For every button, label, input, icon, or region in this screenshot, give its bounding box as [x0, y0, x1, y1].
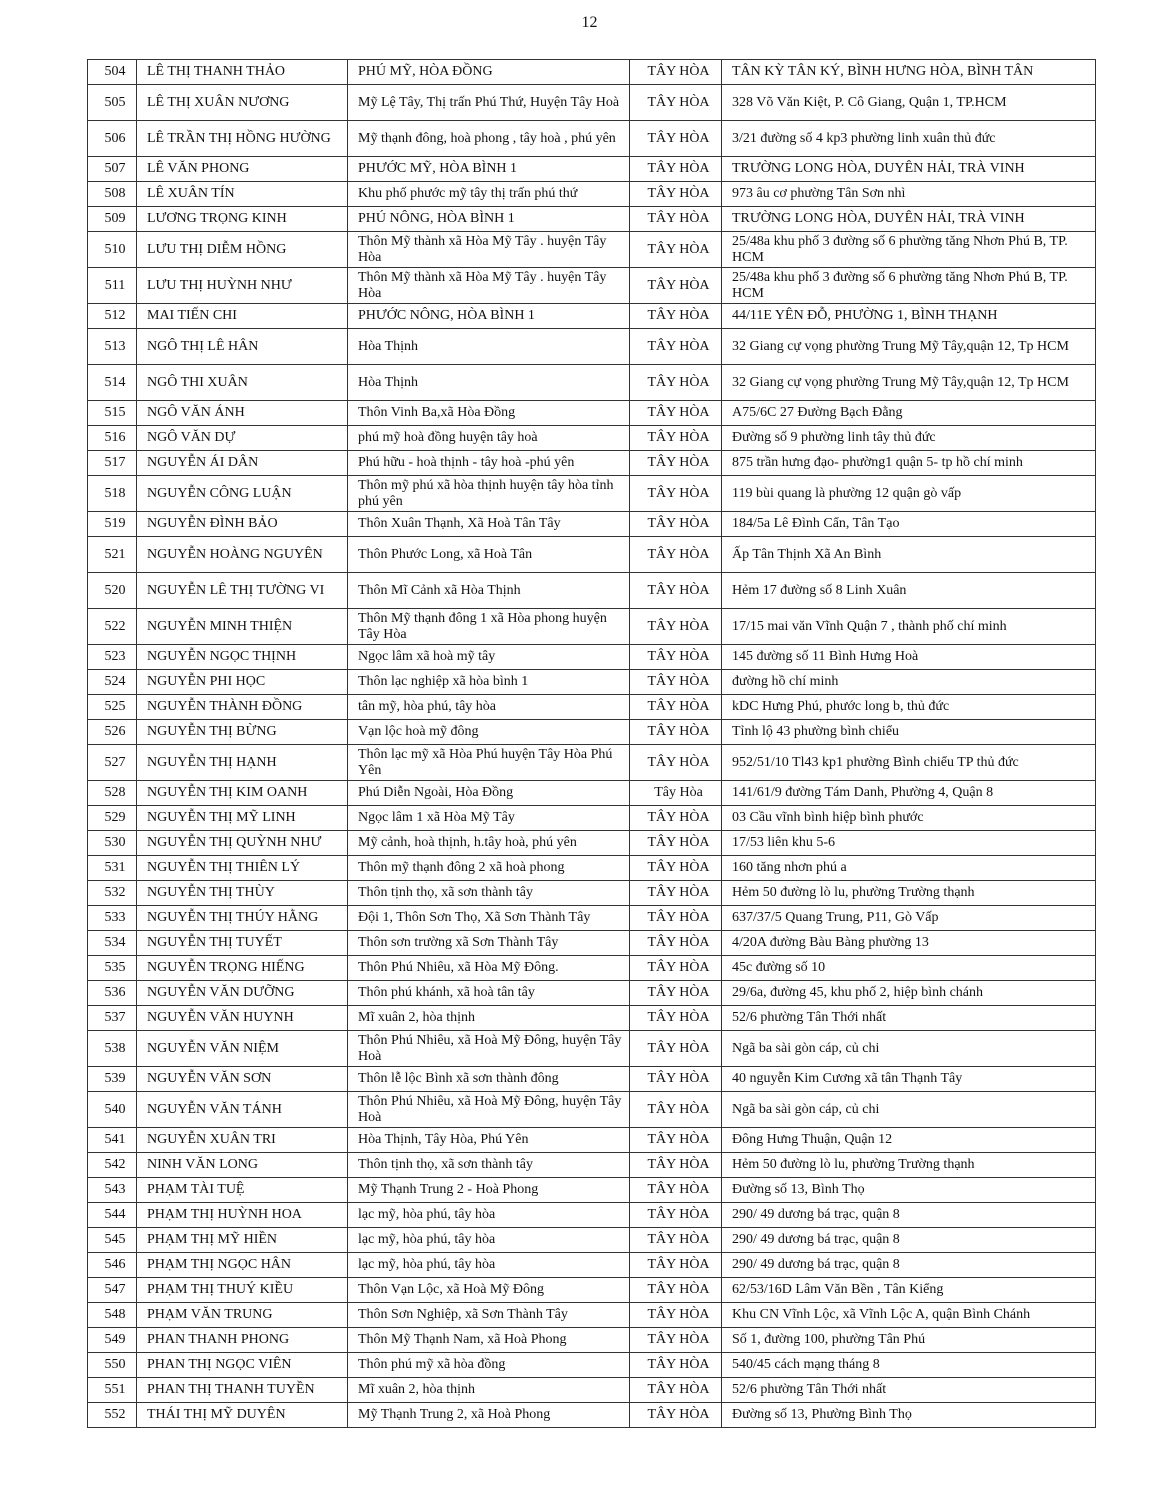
cell-district: TÂY HÒA — [630, 1128, 722, 1153]
cell-hometown: Mỹ thạnh đông, hoà phong , tây hoà , phú yên — [348, 121, 630, 157]
cell-name: NGUYỄN MINH THIỆN — [137, 609, 348, 645]
cell-hometown: Thôn Vạn Lộc, xã Hoà Mỹ Đông — [348, 1278, 630, 1303]
cell-hometown: Thôn Phú Nhiêu, xã Hòa Mỹ Đông. — [348, 956, 630, 981]
table-row — [88, 881, 1096, 906]
cell-district: TÂY HÒA — [630, 537, 722, 573]
cell-district: TÂY HÒA — [630, 1378, 722, 1403]
cell-district: TÂY HÒA — [630, 1278, 722, 1303]
cell-address: 637/37/5 Quang Trung, P11, Gò Vấp — [722, 906, 1096, 931]
table-row — [88, 60, 1096, 85]
cell-number: 524 — [88, 670, 137, 695]
page-number: 12 — [581, 14, 598, 31]
cell-hometown: Thôn lạc nghiệp xã hòa bình 1 — [348, 670, 630, 695]
table-row — [88, 1092, 1096, 1128]
cell-name: NGUYỄN VĂN SƠN — [137, 1067, 348, 1092]
cell-district: TÂY HÒA — [630, 1203, 722, 1228]
cell-district: TÂY HÒA — [630, 981, 722, 1006]
table-row — [88, 1128, 1096, 1153]
cell-name: NGUYỄN LÊ THỊ TƯỜNG VI — [137, 573, 348, 609]
cell-hometown: Mỹ Lệ Tây, Thị trấn Phú Thứ, Huyện Tây Hoà — [348, 85, 630, 121]
cell-district: TÂY HÒA — [630, 1178, 722, 1203]
cell-hometown: Mĩ xuân 2, hòa thịnh — [348, 1006, 630, 1031]
cell-district: TÂY HÒA — [630, 1253, 722, 1278]
cell-name: PHAN THỊ THANH TUYỀN — [137, 1378, 348, 1403]
cell-name: LƯU THỊ HUỲNH NHƯ — [137, 268, 348, 304]
cell-address: Ngã ba sài gòn cáp, củ chi — [722, 1092, 1096, 1128]
table-row — [88, 1278, 1096, 1303]
cell-name: LÊ VĂN PHONG — [137, 157, 348, 182]
cell-address: Ấp Tân Thịnh Xã An Bình — [722, 537, 1096, 573]
cell-name: NGUYỄN THỊ QUỲNH NHƯ — [137, 831, 348, 856]
cell-hometown: Thôn Vinh Ba,xã Hòa Đồng — [348, 401, 630, 426]
cell-address: 973 âu cơ phường Tân Sơn nhì — [722, 182, 1096, 207]
cell-hometown: Hòa Thịnh, Tây Hòa, Phú Yên — [348, 1128, 630, 1153]
cell-hometown: Mĩ xuân 2, hòa thịnh — [348, 1378, 630, 1403]
table-row — [88, 182, 1096, 207]
cell-hometown: Vạn lộc hoà mỹ đông — [348, 720, 630, 745]
cell-name: NGUYỄN THỊ KIM OANH — [137, 781, 348, 806]
table-row — [88, 806, 1096, 831]
table-row — [88, 157, 1096, 182]
cell-name: NINH VĂN LONG — [137, 1153, 348, 1178]
cell-hometown: Thôn Phú Nhiêu, xã Hoà Mỹ Đông, huyện Tây Hoà — [348, 1031, 630, 1067]
cell-district: TÂY HÒA — [630, 1092, 722, 1128]
cell-name: NGUYỄN CÔNG LUẬN — [137, 476, 348, 512]
table-row — [88, 931, 1096, 956]
cell-name: NGÔ THI XUÂN — [137, 365, 348, 401]
cell-number: 512 — [88, 304, 137, 329]
table-row — [88, 720, 1096, 745]
cell-number: 515 — [88, 401, 137, 426]
cell-number: 531 — [88, 856, 137, 881]
cell-number: 506 — [88, 121, 137, 157]
cell-district: TÂY HÒA — [630, 207, 722, 232]
cell-name: NGUYỄN XUÂN TRI — [137, 1128, 348, 1153]
cell-name: LÊ THỊ XUÂN NƯƠNG — [137, 85, 348, 121]
cell-hometown: PHÚ NÔNG, HÒA BÌNH 1 — [348, 207, 630, 232]
cell-name: NGUYỄN VĂN DƯỠNG — [137, 981, 348, 1006]
cell-address: 25/48a khu phố 3 đường số 6 phường tăng Nhơn Phú B, TP. HCM — [722, 268, 1096, 304]
cell-number: 544 — [88, 1203, 137, 1228]
cell-district: TÂY HÒA — [630, 304, 722, 329]
cell-name: PHẠM THỊ MỸ HIỀN — [137, 1228, 348, 1253]
cell-address: 290/ 49 dương bá trạc, quận 8 — [722, 1253, 1096, 1278]
cell-number: 543 — [88, 1178, 137, 1203]
cell-hometown: Thôn tịnh thọ, xã sơn thành tây — [348, 1153, 630, 1178]
cell-hometown: Thôn Mỹ thành xã Hòa Mỹ Tây . huyện Tây Hòa — [348, 232, 630, 268]
cell-name: NGUYỄN TRỌNG HIẾNG — [137, 956, 348, 981]
cell-district: TÂY HÒA — [630, 881, 722, 906]
cell-name: NGUYỄN HOÀNG NGUYÊN — [137, 537, 348, 573]
cell-address: 145 đường số 11 Bình Hưng Hoà — [722, 645, 1096, 670]
cell-name: LÊ TRẦN THỊ HỒNG HƯỜNG — [137, 121, 348, 157]
table-row — [88, 1378, 1096, 1403]
cell-district: TÂY HÒA — [630, 806, 722, 831]
cell-address: 875 trần hưng đạo- phường1 quận 5- tp hồ chí minh — [722, 451, 1096, 476]
table-row — [88, 1228, 1096, 1253]
cell-address: 44/11E YÊN ĐỖ, PHƯỜNG 1, BÌNH THẠNH — [722, 304, 1096, 329]
cell-address: 17/15 mai văn Vĩnh Quận 7 , thành phố chí minh — [722, 609, 1096, 645]
table-row — [88, 232, 1096, 268]
cell-number: 530 — [88, 831, 137, 856]
cell-name: MAI TIẾN CHI — [137, 304, 348, 329]
cell-name: NGUYỄN THỊ THÙY — [137, 881, 348, 906]
cell-address: 40 nguyễn Kim Cương xã tân Thạnh Tây — [722, 1067, 1096, 1092]
cell-address: Ngã ba sài gòn cáp, củ chi — [722, 1031, 1096, 1067]
cell-address: Hẻm 17 đường số 8 Linh Xuân — [722, 573, 1096, 609]
table-row — [88, 1328, 1096, 1353]
cell-number: 546 — [88, 1253, 137, 1278]
cell-number: 519 — [88, 512, 137, 537]
cell-district: TÂY HÒA — [630, 931, 722, 956]
cell-number: 510 — [88, 232, 137, 268]
cell-district: TÂY HÒA — [630, 157, 722, 182]
table-row — [88, 1403, 1096, 1428]
table-row — [88, 609, 1096, 645]
cell-address: Đường số 13, Bình Thọ — [722, 1178, 1096, 1203]
cell-name: NGUYỄN THỊ MỸ LINH — [137, 806, 348, 831]
cell-district: TÂY HÒA — [630, 1353, 722, 1378]
table-row — [88, 476, 1096, 512]
cell-address: A75/6C 27 Đường Bạch Đằng — [722, 401, 1096, 426]
cell-address: Đông Hưng Thuận, Quận 12 — [722, 1128, 1096, 1153]
cell-hometown: Thôn sơn trường xã Sơn Thành Tây — [348, 931, 630, 956]
cell-number: 509 — [88, 207, 137, 232]
cell-district: TÂY HÒA — [630, 401, 722, 426]
cell-district: TÂY HÒA — [630, 856, 722, 881]
cell-hometown: Thôn Phước Long, xã Hoà Tân — [348, 537, 630, 573]
cell-address: 141/61/9 đường Tám Danh, Phường 4, Quận 8 — [722, 781, 1096, 806]
cell-address: 160 tăng nhơn phú a — [722, 856, 1096, 881]
table-row — [88, 906, 1096, 931]
cell-district: TÂY HÒA — [630, 451, 722, 476]
cell-number: 551 — [88, 1378, 137, 1403]
cell-district: TÂY HÒA — [630, 745, 722, 781]
cell-number: 504 — [88, 60, 137, 85]
cell-number: 517 — [88, 451, 137, 476]
cell-hometown: phú mỹ hoà đồng huyện tây hoà — [348, 426, 630, 451]
cell-district: TÂY HÒA — [630, 1153, 722, 1178]
cell-district: TÂY HÒA — [630, 670, 722, 695]
cell-number: 542 — [88, 1153, 137, 1178]
table-row — [88, 512, 1096, 537]
cell-address: 328 Võ Văn Kiệt, P. Cô Giang, Quận 1, TP.HCM — [722, 85, 1096, 121]
cell-hometown: Thôn phú khánh, xã hoà tân tây — [348, 981, 630, 1006]
cell-district: TÂY HÒA — [630, 831, 722, 856]
cell-hometown: Mỹ Thạnh Trung 2, xã Hoà Phong — [348, 1403, 630, 1428]
cell-number: 540 — [88, 1092, 137, 1128]
cell-hometown: Phú hữu - hoà thịnh - tây hoà -phú yên — [348, 451, 630, 476]
cell-hometown: Đội 1, Thôn Sơn Thọ, Xã Sơn Thành Tây — [348, 906, 630, 931]
cell-number: 522 — [88, 609, 137, 645]
cell-name: NGÔ VĂN ÁNH — [137, 401, 348, 426]
table-row — [88, 745, 1096, 781]
cell-number: 538 — [88, 1031, 137, 1067]
cell-name: NGUYỄN THÀNH ĐỒNG — [137, 695, 348, 720]
cell-hometown: PHƯỚC NÔNG, HÒA BÌNH 1 — [348, 304, 630, 329]
cell-district: TÂY HÒA — [630, 232, 722, 268]
cell-name: PHẠM THỊ THUÝ KIỀU — [137, 1278, 348, 1303]
cell-hometown: Thôn mỹ phú xã hòa thịnh huyện tây hòa tỉnh phú yên — [348, 476, 630, 512]
cell-number: 532 — [88, 881, 137, 906]
cell-number: 525 — [88, 695, 137, 720]
cell-hometown: lạc mỹ, hòa phú, tây hòa — [348, 1228, 630, 1253]
cell-number: 505 — [88, 85, 137, 121]
cell-number: 539 — [88, 1067, 137, 1092]
cell-address: 52/6 phường Tân Thới nhất — [722, 1378, 1096, 1403]
cell-hometown: Hòa Thịnh — [348, 329, 630, 365]
cell-name: LƯU THỊ DIỄM HỒNG — [137, 232, 348, 268]
cell-district: TÂY HÒA — [630, 182, 722, 207]
cell-address: 03 Cầu vĩnh bình hiệp bình phước — [722, 806, 1096, 831]
cell-number: 535 — [88, 956, 137, 981]
cell-address: đường hồ chí minh — [722, 670, 1096, 695]
table-row — [88, 670, 1096, 695]
cell-number: 536 — [88, 981, 137, 1006]
cell-name: NGUYỄN NGỌC THỊNH — [137, 645, 348, 670]
cell-district: TÂY HÒA — [630, 121, 722, 157]
cell-address: 32 Giang cự vọng phường Trung Mỹ Tây,quận 12, Tp HCM — [722, 365, 1096, 401]
cell-hometown: Thôn Mỹ Thạnh Nam, xã Hoà Phong — [348, 1328, 630, 1353]
cell-name: NGUYỄN THỊ BỪNG — [137, 720, 348, 745]
cell-address: TRƯỜNG LONG HÒA, DUYÊN HẢI, TRÀ VINH — [722, 207, 1096, 232]
cell-district: TÂY HÒA — [630, 268, 722, 304]
cell-name: NGUYỄN THỊ THIÊN LÝ — [137, 856, 348, 881]
cell-name: NGUYỄN VĂN HUYNH — [137, 1006, 348, 1031]
cell-name: PHAN THỊ NGỌC VIÊN — [137, 1353, 348, 1378]
table-row — [88, 956, 1096, 981]
cell-number: 521 — [88, 537, 137, 573]
cell-district: TÂY HÒA — [630, 426, 722, 451]
cell-name: LÊ XUÂN TÍN — [137, 182, 348, 207]
cell-number: 545 — [88, 1228, 137, 1253]
cell-district: TÂY HÒA — [630, 365, 722, 401]
table-row — [88, 1178, 1096, 1203]
table-row — [88, 695, 1096, 720]
table-row — [88, 1006, 1096, 1031]
table-row — [88, 856, 1096, 881]
cell-name: NGUYỄN ÁI DÂN — [137, 451, 348, 476]
cell-hometown: Phú Diễn Ngoài, Hòa Đồng — [348, 781, 630, 806]
cell-number: 534 — [88, 931, 137, 956]
cell-district: TÂY HÒA — [630, 695, 722, 720]
cell-address: 4/20A đường Bàu Bàng phường 13 — [722, 931, 1096, 956]
table-row — [88, 831, 1096, 856]
cell-address: 62/53/16D Lâm Văn Bền , Tân Kiểng — [722, 1278, 1096, 1303]
cell-hometown: Thôn Mỹ thạnh đông 1 xã Hòa phong huyện Tây Hòa — [348, 609, 630, 645]
roster-body — [88, 60, 1096, 1428]
table-row — [88, 121, 1096, 157]
table-row — [88, 1353, 1096, 1378]
cell-hometown: Thôn mỹ thạnh đông 2 xã hoà phong — [348, 856, 630, 881]
cell-hometown: lạc mỹ, hòa phú, tây hòa — [348, 1203, 630, 1228]
cell-district: TÂY HÒA — [630, 1006, 722, 1031]
cell-address: TRƯỜNG LONG HÒA, DUYÊN HẢI, TRÀ VINH — [722, 157, 1096, 182]
cell-address: 540/45 cách mạng tháng 8 — [722, 1353, 1096, 1378]
cell-name: PHẠM TÀI TUỆ — [137, 1178, 348, 1203]
cell-address: Tỉnh lộ 43 phường bình chiểu — [722, 720, 1096, 745]
cell-hometown: Thôn Mĩ Cảnh xã Hòa Thịnh — [348, 573, 630, 609]
cell-hometown: Hòa Thịnh — [348, 365, 630, 401]
cell-district: TÂY HÒA — [630, 1031, 722, 1067]
cell-district: TÂY HÒA — [630, 645, 722, 670]
cell-address: 3/21 đường số 4 kp3 phường linh xuân thủ đức — [722, 121, 1096, 157]
cell-address: Đường số 13, Phường Bình Thọ — [722, 1403, 1096, 1428]
cell-address: 17/53 liên khu 5-6 — [722, 831, 1096, 856]
cell-district: TÂY HÒA — [630, 1303, 722, 1328]
cell-number: 552 — [88, 1403, 137, 1428]
cell-address: 290/ 49 dương bá trạc, quận 8 — [722, 1228, 1096, 1253]
cell-hometown: Khu phố phước mỹ tây thị trấn phú thứ — [348, 182, 630, 207]
cell-name: NGÔ THỊ LÊ HÂN — [137, 329, 348, 365]
cell-district: TÂY HÒA — [630, 512, 722, 537]
cell-name: LƯƠNG TRỌNG KINH — [137, 207, 348, 232]
table-row — [88, 1031, 1096, 1067]
cell-district: TÂY HÒA — [630, 1328, 722, 1353]
cell-address: kDC Hưng Phú, phước long b, thủ đức — [722, 695, 1096, 720]
cell-number: 514 — [88, 365, 137, 401]
table-row — [88, 451, 1096, 476]
cell-name: NGUYỄN VĂN NIỆM — [137, 1031, 348, 1067]
cell-hometown: Ngọc lâm 1 xã Hòa Mỹ Tây — [348, 806, 630, 831]
table-row — [88, 781, 1096, 806]
roster-table — [87, 59, 1096, 1428]
cell-number: 548 — [88, 1303, 137, 1328]
cell-address: 32 Giang cự vọng phường Trung Mỹ Tây,quận 12, Tp HCM — [722, 329, 1096, 365]
cell-number: 526 — [88, 720, 137, 745]
cell-hometown: Thôn phú mỹ xã hòa đồng — [348, 1353, 630, 1378]
cell-number: 547 — [88, 1278, 137, 1303]
table-row — [88, 1303, 1096, 1328]
table-row — [88, 645, 1096, 670]
cell-number: 513 — [88, 329, 137, 365]
cell-hometown: Mỹ Thạnh Trung 2 - Hoà Phong — [348, 1178, 630, 1203]
cell-name: NGUYỄN PHI HỌC — [137, 670, 348, 695]
cell-name: PHẠM THỊ NGỌC HÂN — [137, 1253, 348, 1278]
cell-number: 527 — [88, 745, 137, 781]
cell-address: 290/ 49 dương bá trạc, quận 8 — [722, 1203, 1096, 1228]
cell-name: PHẠM VĂN TRUNG — [137, 1303, 348, 1328]
cell-address: Khu CN Vĩnh Lộc, xã Vĩnh Lộc A, quận Bình Chánh — [722, 1303, 1096, 1328]
cell-district: TÂY HÒA — [630, 85, 722, 121]
cell-hometown: Mỹ cảnh, hoà thịnh, h.tây hoà, phú yên — [348, 831, 630, 856]
cell-hometown: Thôn Mỹ thành xã Hòa Mỹ Tây . huyện Tây Hòa — [348, 268, 630, 304]
cell-address: 952/51/10 Tl43 kp1 phường Bình chiểu TP thủ đức — [722, 745, 1096, 781]
cell-address: 184/5a Lê Đình Cẩn, Tân Tạo — [722, 512, 1096, 537]
cell-name: PHẠM THỊ HUỲNH HOA — [137, 1203, 348, 1228]
cell-name: NGUYỄN ĐÌNH BẢO — [137, 512, 348, 537]
cell-district: TÂY HÒA — [630, 956, 722, 981]
cell-district: TÂY HÒA — [630, 573, 722, 609]
cell-name: NGUYỄN VĂN TÁNH — [137, 1092, 348, 1128]
cell-number: 511 — [88, 268, 137, 304]
cell-hometown: PHƯỚC MỸ, HÒA BÌNH 1 — [348, 157, 630, 182]
cell-name: PHAN THANH PHONG — [137, 1328, 348, 1353]
cell-hometown: Thôn Phú Nhiêu, xã Hoà Mỹ Đông, huyện Tây Hoà — [348, 1092, 630, 1128]
cell-address: Hẻm 50 đường lò lu, phường Trường thạnh — [722, 881, 1096, 906]
cell-district: TÂY HÒA — [630, 476, 722, 512]
cell-number: 550 — [88, 1353, 137, 1378]
cell-number: 528 — [88, 781, 137, 806]
cell-name: NGUYỄN THỊ THÚY HẰNG — [137, 906, 348, 931]
cell-address: 29/6a, đường 45, khu phố 2, hiệp bình chánh — [722, 981, 1096, 1006]
cell-address: 52/6 phường Tân Thới nhất — [722, 1006, 1096, 1031]
table-row — [88, 85, 1096, 121]
table-row — [88, 537, 1096, 573]
cell-district: TÂY HÒA — [630, 906, 722, 931]
cell-number: 541 — [88, 1128, 137, 1153]
cell-address: 119 bùi quang là phường 12 quận gò vấp — [722, 476, 1096, 512]
cell-district: TÂY HÒA — [630, 329, 722, 365]
cell-district: TÂY HÒA — [630, 720, 722, 745]
cell-district: TÂY HÒA — [630, 60, 722, 85]
cell-name: NGÔ VĂN DỰ — [137, 426, 348, 451]
cell-number: 529 — [88, 806, 137, 831]
cell-address: Hẻm 50 đường lò lu, phường Trường thạnh — [722, 1153, 1096, 1178]
cell-number: 516 — [88, 426, 137, 451]
cell-name: THÁI THỊ MỸ DUYÊN — [137, 1403, 348, 1428]
cell-number: 523 — [88, 645, 137, 670]
cell-number: 520 — [88, 573, 137, 609]
table-row — [88, 1253, 1096, 1278]
cell-number: 508 — [88, 182, 137, 207]
cell-district: Tây Hòa — [630, 781, 722, 806]
cell-hometown: PHÚ MỸ, HÒA ĐỒNG — [348, 60, 630, 85]
cell-number: 507 — [88, 157, 137, 182]
cell-name: LÊ THỊ THANH THẢO — [137, 60, 348, 85]
cell-number: 537 — [88, 1006, 137, 1031]
table-row — [88, 365, 1096, 401]
table-row — [88, 426, 1096, 451]
cell-hometown: Thôn tịnh thọ, xã sơn thành tây — [348, 881, 630, 906]
cell-district: TÂY HÒA — [630, 1067, 722, 1092]
cell-address: TÂN KỲ TÂN KÝ, BÌNH HƯNG HÒA, BÌNH TÂN — [722, 60, 1096, 85]
cell-address: Đường số 9 phường linh tây thủ đức — [722, 426, 1096, 451]
table-row — [88, 401, 1096, 426]
table-row — [88, 1153, 1096, 1178]
cell-hometown: Thôn lễ lộc Bình xã sơn thành đông — [348, 1067, 630, 1092]
cell-number: 549 — [88, 1328, 137, 1353]
cell-hometown: Thôn Sơn Nghiệp, xã Sơn Thành Tây — [348, 1303, 630, 1328]
cell-hometown: tân mỹ, hòa phú, tây hòa — [348, 695, 630, 720]
cell-name: NGUYỄN THỊ TUYẾT — [137, 931, 348, 956]
cell-district: TÂY HÒA — [630, 1403, 722, 1428]
cell-hometown: Thôn Xuân Thạnh, Xã Hoà Tân Tây — [348, 512, 630, 537]
cell-address: 45c đường số 10 — [722, 956, 1096, 981]
table-row — [88, 207, 1096, 232]
cell-address: 25/48a khu phố 3 đường số 6 phường tăng Nhơn Phú B, TP. HCM — [722, 232, 1096, 268]
table-row — [88, 1203, 1096, 1228]
cell-number: 518 — [88, 476, 137, 512]
cell-hometown: Thôn lạc mỹ xã Hòa Phú huyện Tây Hòa Phú Yên — [348, 745, 630, 781]
table-row — [88, 329, 1096, 365]
table-row — [88, 304, 1096, 329]
cell-number: 533 — [88, 906, 137, 931]
cell-name: NGUYỄN THỊ HẠNH — [137, 745, 348, 781]
cell-district: TÂY HÒA — [630, 609, 722, 645]
cell-hometown: lạc mỹ, hòa phú, tây hòa — [348, 1253, 630, 1278]
cell-hometown: Ngọc lâm xã hoà mỹ tây — [348, 645, 630, 670]
cell-address: Số 1, đường 100, phường Tân Phú — [722, 1328, 1096, 1353]
cell-district: TÂY HÒA — [630, 1228, 722, 1253]
table-row — [88, 981, 1096, 1006]
table-row — [88, 1067, 1096, 1092]
table-row — [88, 573, 1096, 609]
table-row — [88, 268, 1096, 304]
